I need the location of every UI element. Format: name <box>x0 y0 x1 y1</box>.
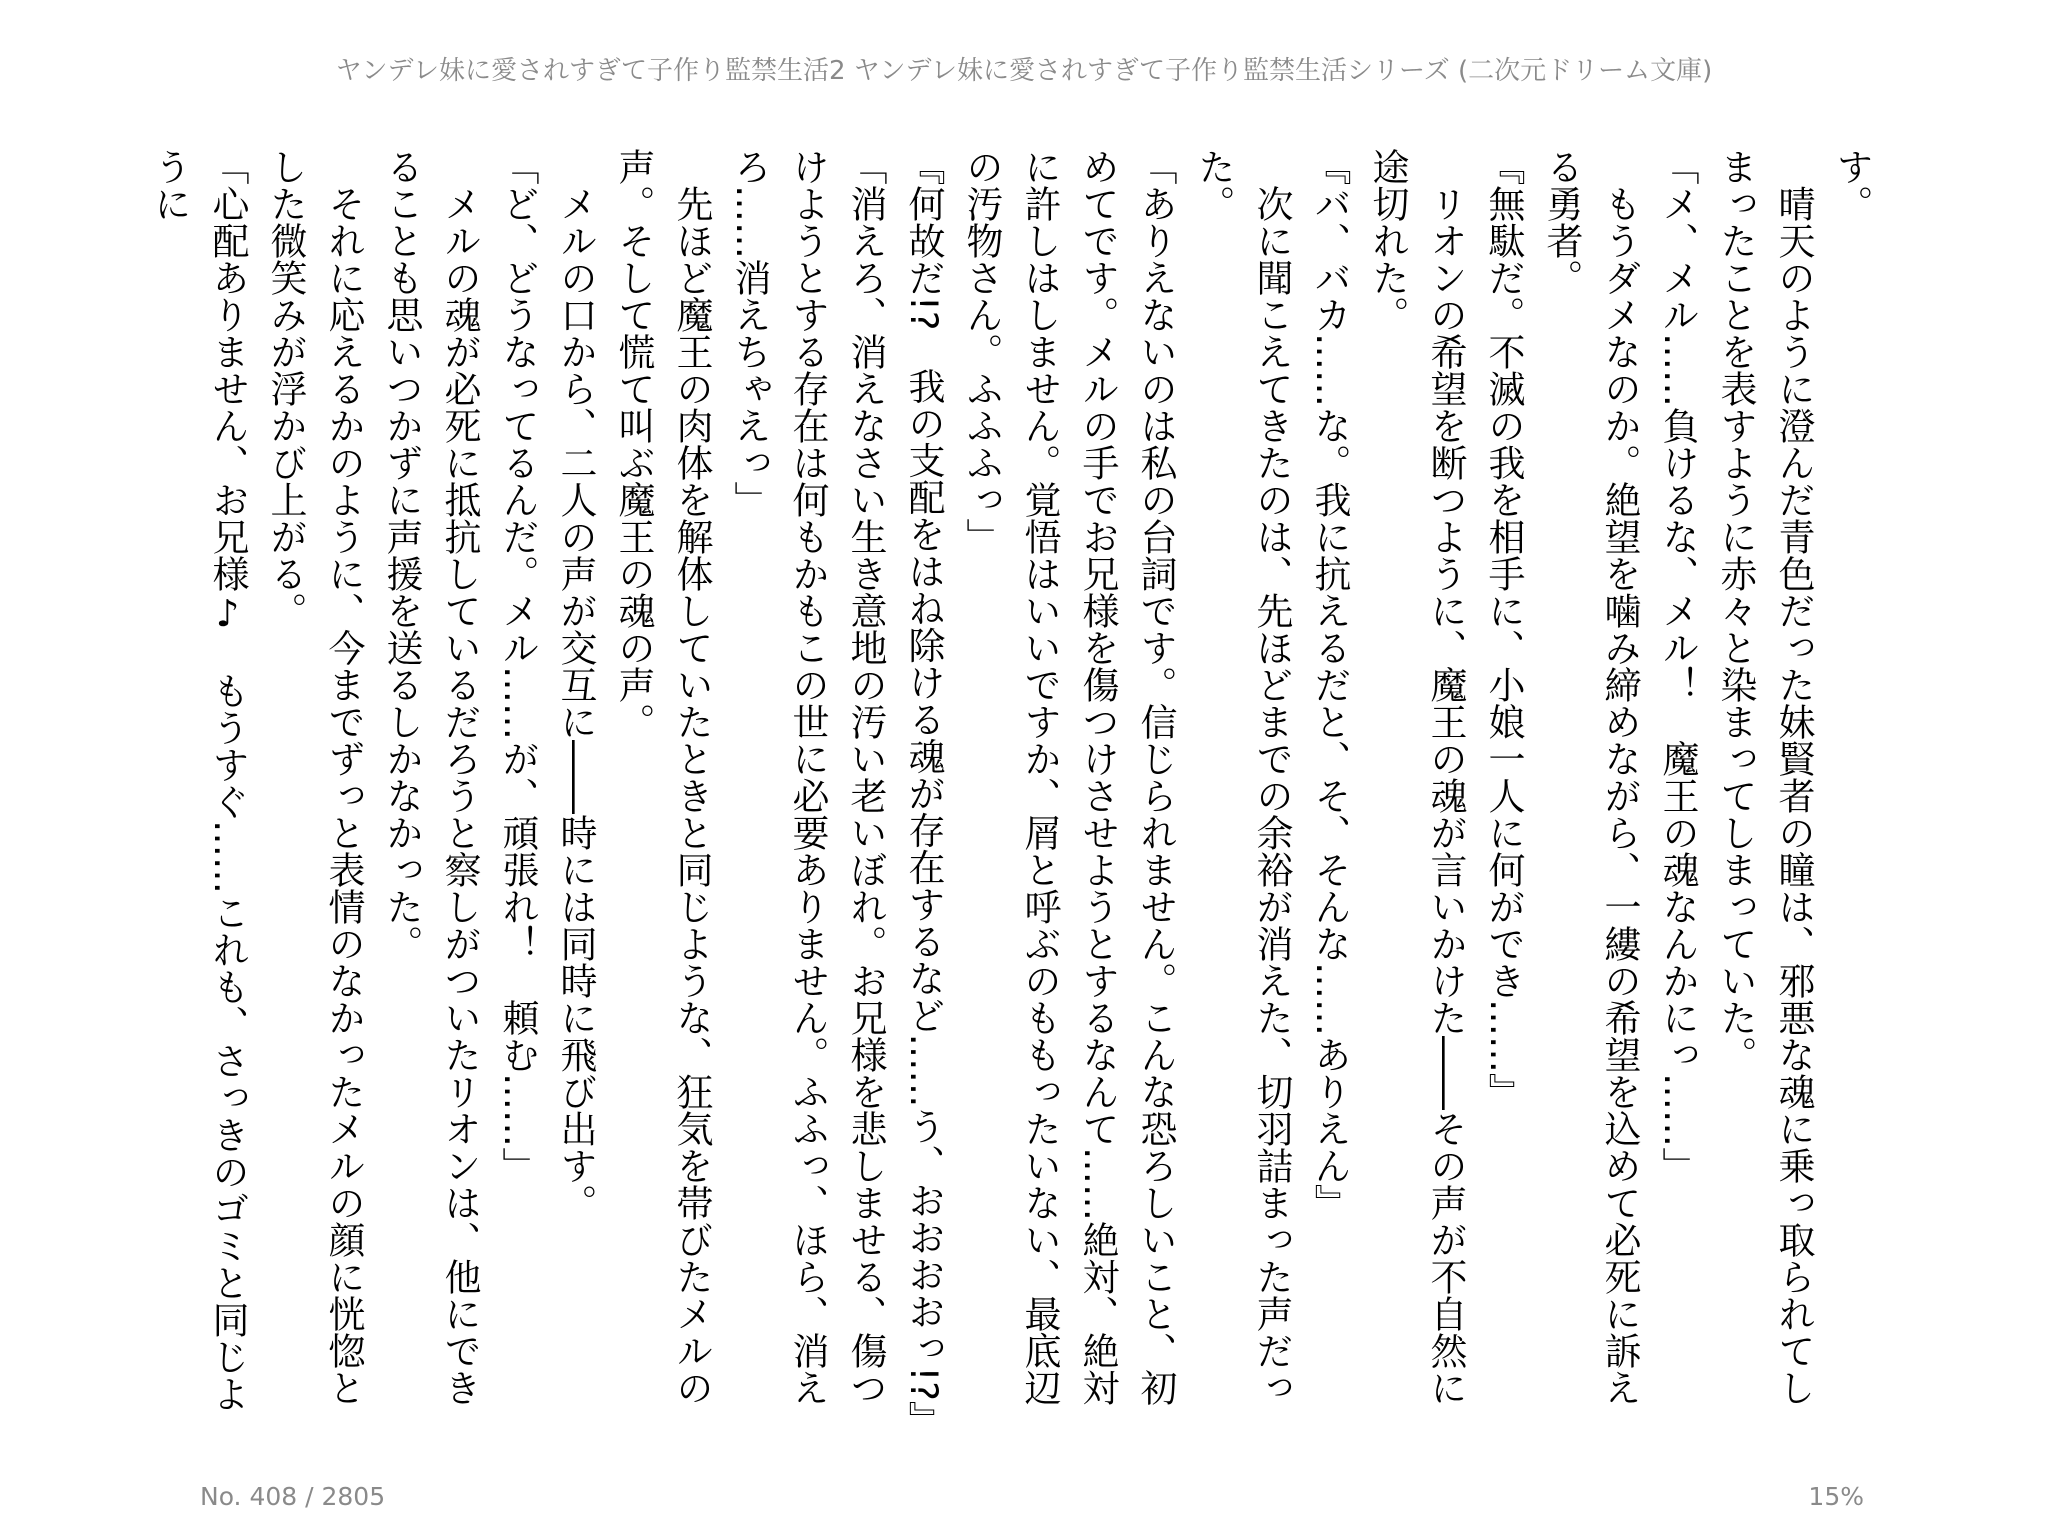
vertical-text-column <box>148 148 1880 1438</box>
paragraph: メルの魂が必死に抵抗しているだろうと察しがついたリオンは、他にできることも思いつかずに声援を送るしかなかった。 <box>380 148 481 1406</box>
location-indicator: No. 408 / 2805 <box>200 1482 386 1511</box>
paragraph: 『バ、バカ……な。我に抗えるだと、そ、そんな……ありえん』 <box>1308 148 1351 1221</box>
page-content[interactable] <box>148 148 1880 1448</box>
paragraph: 「ど、どうなってるんだ。メル……が、頑張れ！ 頼む……」 <box>496 148 539 1184</box>
paragraph: 「メ、メル……負けるな、メル！ 魔王の魂なんかにっ……」 <box>1656 148 1699 1184</box>
paragraph: 「消えろ、消えなさい生き意地の汚い老いぼれ。お兄様を悲しませる、傷つけようとする存在は何もかもこの世に必要ありません。ふふっ、ほら、消えろ……消えちゃえっ」 <box>728 148 887 1406</box>
paragraph: 晴天のように澄んだ青色だった妹賢者の瞳は、邪悪な魂に乗っ取られてしまったことを表すように赤々と染まってしまっていた。 <box>1714 148 1815 1406</box>
paragraph: 「心配ありません、お兄様♪ もうすぐ……これも、さっきのゴミと同じように <box>148 148 249 1412</box>
paragraph: もうダメなのか。絶望を噛み締めながら、一縷の希望を込めて必死に訴える勇者。 <box>1540 148 1641 1406</box>
paragraph: 『無駄だ。不滅の我を相手に、小娘一人に何ができ……』 <box>1482 148 1525 1110</box>
paragraph: す。 <box>1830 148 1873 222</box>
progress-percentage: 15% <box>1808 1482 1864 1511</box>
paragraph: メルの口から、二人の声が交互に――時には同時に飛び出す。 <box>554 148 597 1221</box>
paragraph: 先ほど魔王の肉体を解体していたときと同じような、狂気を帯びたメルの声。そして慌て叫ぶ魔王の魂の声。 <box>612 148 713 1406</box>
book-title: ヤンデレ妹に愛されすぎて子作り監禁生活2 ヤンデレ妹に愛されすぎて子作り監禁生活シリーズ (二次元ドリーム文庫) <box>335 56 1713 86</box>
paragraph: 「ありえないのは私の台詞です。信じられません。こんな恐ろしいこと、初めてです。メルの手でお兄様を傷つけさせようとするなんて……絶対、絶対に許しはしません。覚悟はいいですか、屑と呼ぶのももったいない、最底辺の汚物さん。ふふふっ」 <box>960 148 1177 1406</box>
paragraph: それに応えるかのように、今までずっと表情のなかったメルの顔に恍惚とした微笑みが浮かび上がる。 <box>264 148 365 1406</box>
paragraph: 『何故だ!? 我の支配をはね除ける魂が存在するなど……う、おおおおっ!?』 <box>902 148 945 1438</box>
paragraph: 次に聞こえてきたのは、先ほどまでの余裕が消えた、切羽詰まった声だった。 <box>1192 148 1293 1406</box>
paragraph: リオンの希望を断つように、魔王の魂が言いかけた――その声が不自然に途切れた。 <box>1366 148 1467 1406</box>
